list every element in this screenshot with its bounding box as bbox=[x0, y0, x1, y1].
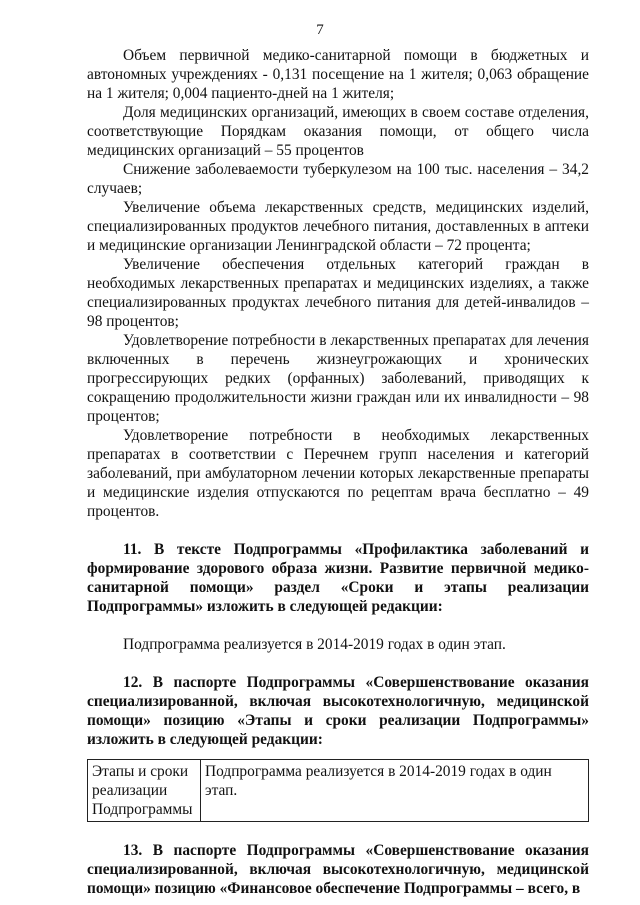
paragraph-categories-provision: Увеличение обеспечения отдельных категорий граждан в необходимых лекарственных препаратах и медицинских изделиях, а также специализированных продуктах лечебного питания для детей-инвалидов – 98 процентов; bbox=[87, 256, 589, 330]
paragraph-free-prescriptions: Удовлетворение потребности в необходимых лекарственных препаратах в соответствии с Перечнем групп населения и категорий заболеваний, при амбулаторном лечении которых лекарственные препараты и медицинские изделия отпускаются по рецептам врача бесплатно – 49 процентов. bbox=[87, 427, 589, 520]
table-row bbox=[88, 760, 589, 822]
paragraph-medicines-volume: Увеличение объема лекарственных средств, медицинских изделий, специализированных продуктов лечебного питания, доставленных в аптеки и медицинские организации Ленинградской области – 72 процента; bbox=[87, 199, 589, 254]
section-12-heading: 12. В паспорте Подпрограммы «Совершенствование оказания специализированной, включая высокотехнологичную, медицинской помощи» позицию «Этапы и сроки реализации Подпрограммы» изложить в следующей редакции: bbox=[87, 674, 589, 748]
paragraph-organizations-share: Доля медицинских организаций, имеющих в своем составе отделения, соответствующие Порядкам оказания помощи, от общего числа медицинских организаций – 55 процентов bbox=[87, 104, 589, 159]
table-value-cell: Подпрограмма реализуется в 2014-2019 годах в один этап. bbox=[201, 760, 589, 822]
section-13-heading: 13. В паспорте Подпрограммы «Совершенствование оказания специализированной, включая высокотехнологичную, медицинской помощи» позицию «Финансовое обеспечение Подпрограммы – всего, в bbox=[87, 842, 589, 897]
section-11-body: Подпрограмма реализуется в 2014-2019 годах в один этап. bbox=[123, 636, 506, 653]
table-label-cell: Этапы и сроки реализации Подпрограммы bbox=[88, 760, 201, 822]
spacer bbox=[87, 521, 589, 540]
paragraph-primary-care-volume: Объем первичной медико-санитарной помощи в бюджетных и автономных учреждениях - 0,131 посещение на 1 жителя; 0,063 обращение на 1 жителя; 0,004 пациенто-дней на 1 жителя; bbox=[87, 47, 589, 102]
spacer bbox=[87, 822, 589, 841]
paragraph-orphan-diseases: Удовлетворение потребности в лекарственных препаратах для лечения включенных в перечень жизнеугрожающих и хронических прогрессирующих редких (орфанных) заболеваний, приводящих к сокращению продолжительности жизни граждан или их инвалидности – 98 процентов; bbox=[87, 332, 589, 425]
spacer bbox=[87, 654, 589, 673]
passport-table bbox=[87, 759, 589, 822]
page-number: 7 bbox=[316, 22, 324, 38]
document-body bbox=[87, 46, 589, 898]
spacer bbox=[87, 616, 589, 635]
paragraph-tuberculosis: Снижение заболеваемости туберкулезом на 100 тыс. населения – 34,2 случаев; bbox=[87, 161, 589, 197]
section-11-heading: 11. В тексте Подпрограммы «Профилактика заболеваний и формирование здорового образа жизни. Развитие первичной медико-санитарной помощи» раздел «Сроки и этапы реализации Подпрограммы» изложить в следующей редакции: bbox=[87, 541, 589, 615]
